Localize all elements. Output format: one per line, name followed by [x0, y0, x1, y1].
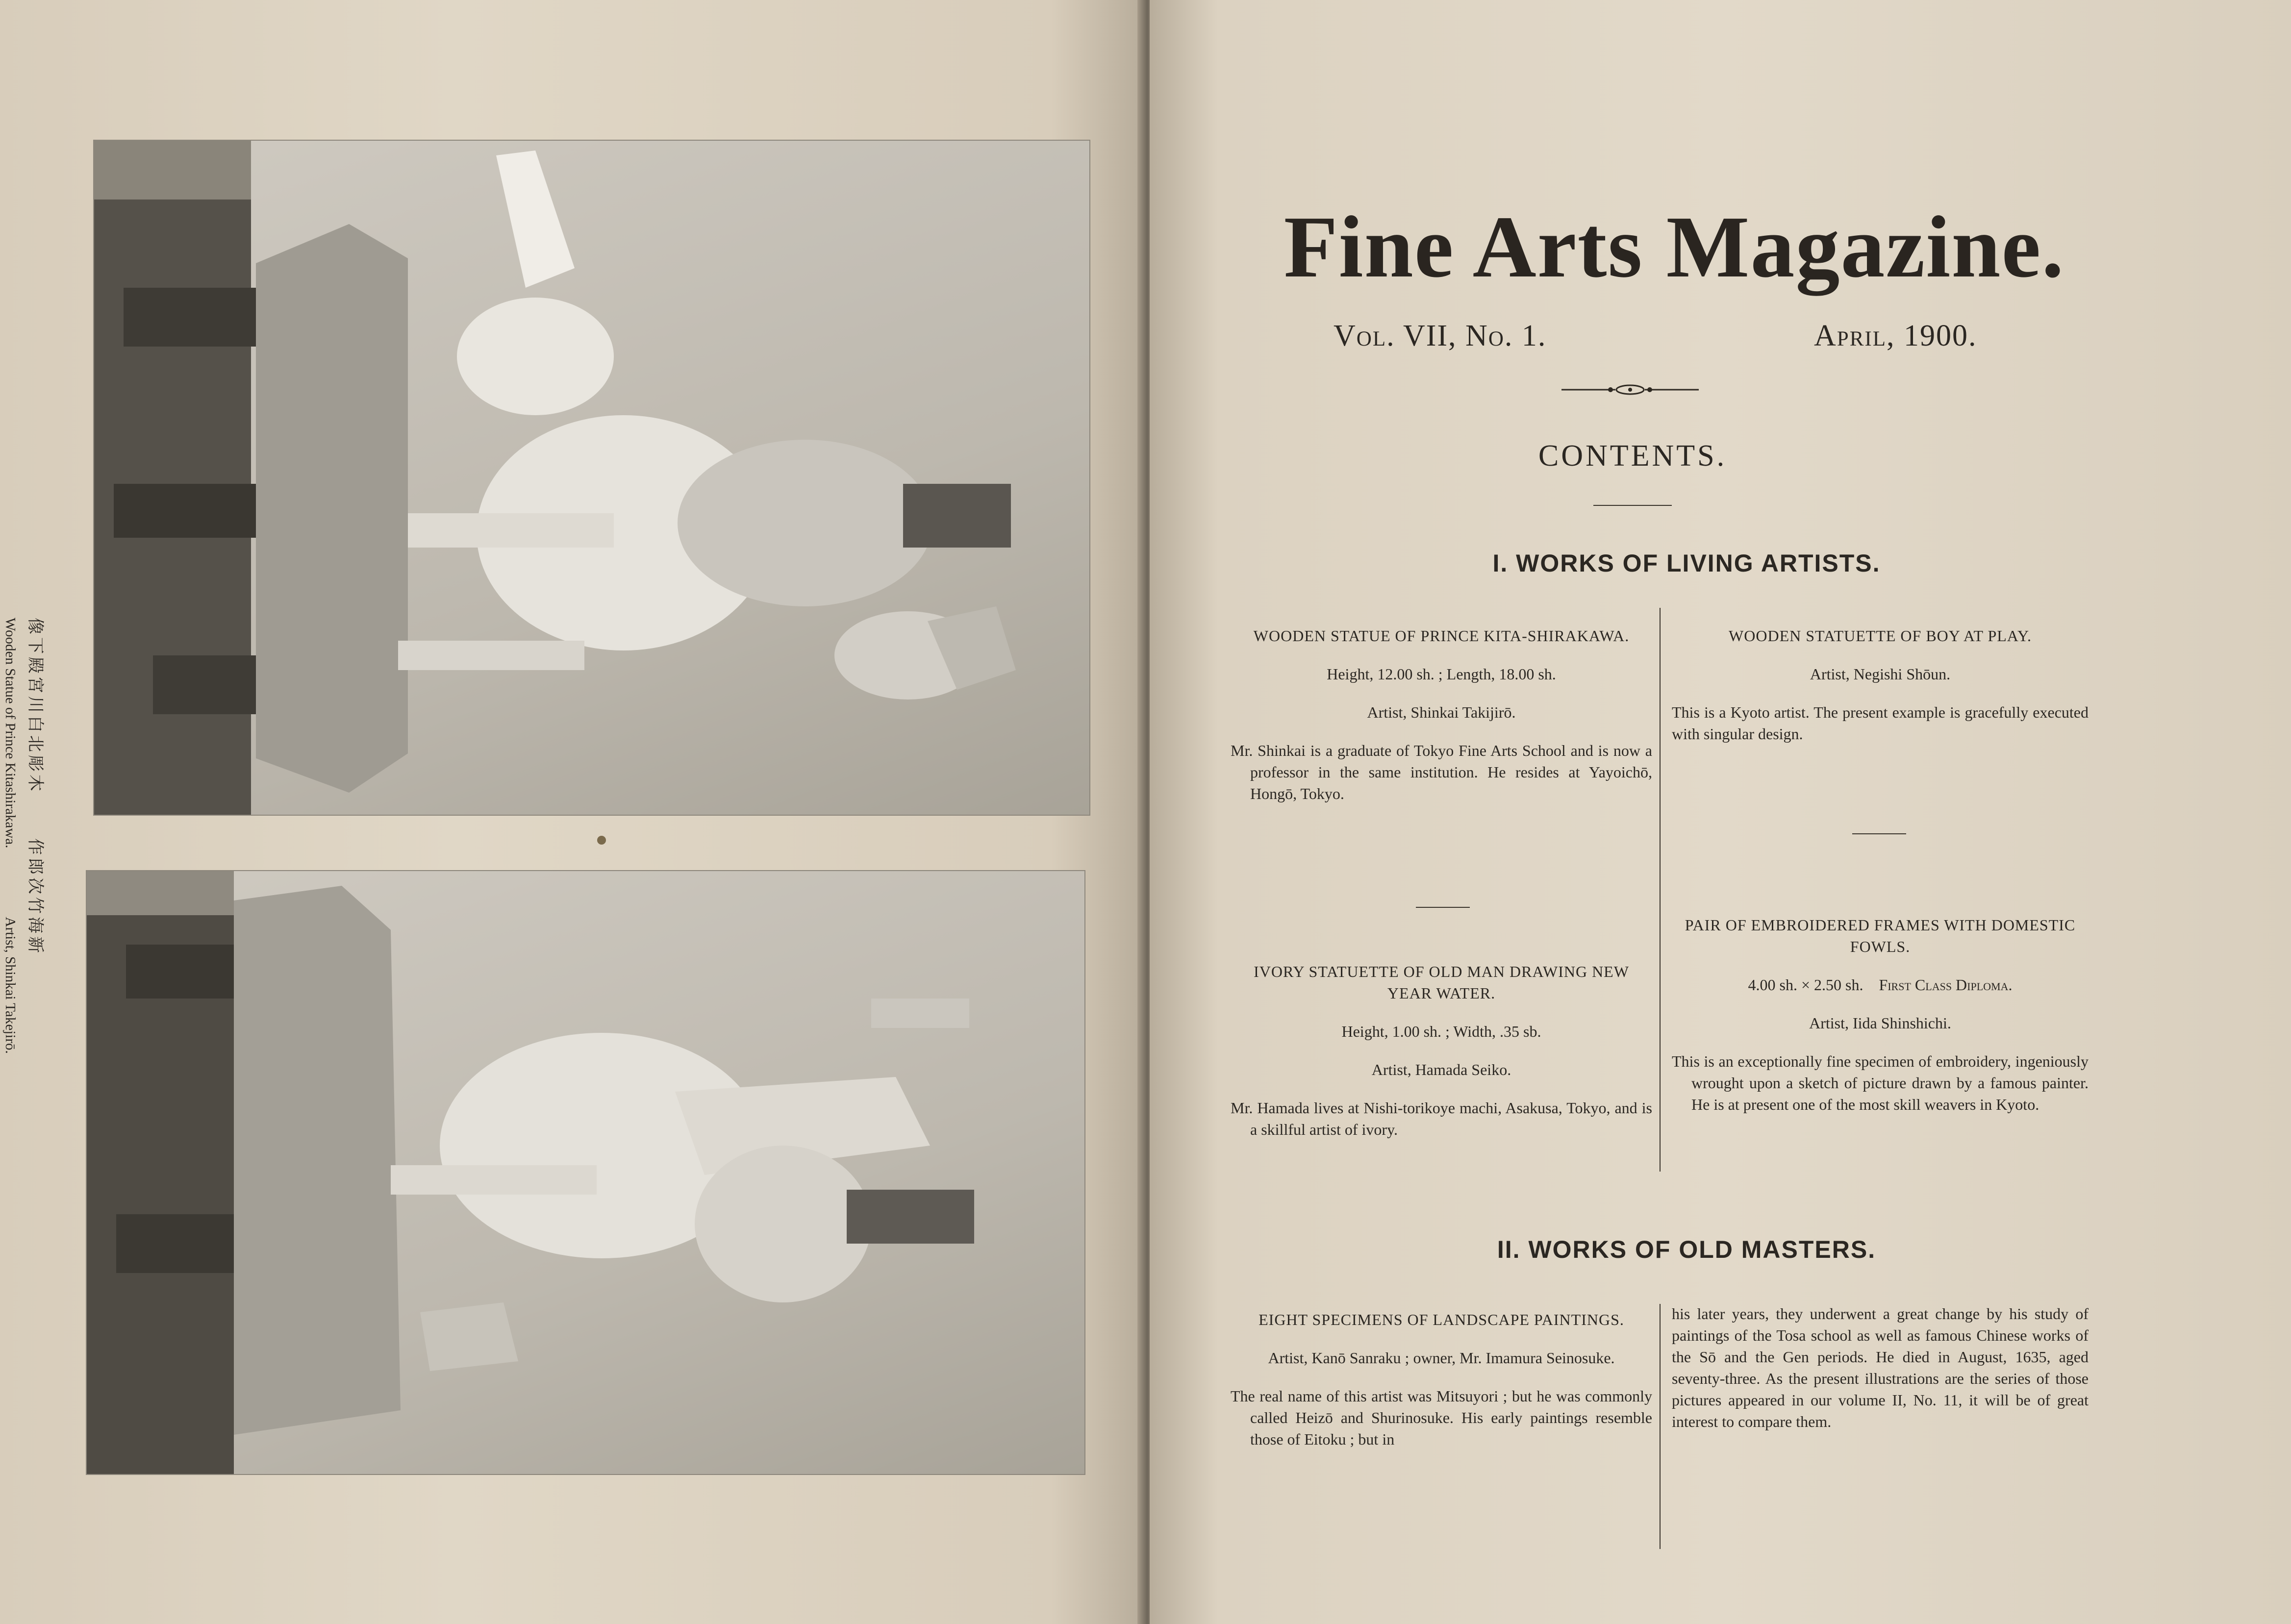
divider	[1593, 505, 1672, 506]
entry-landscape-paintings-continued	[1672, 1303, 2089, 1432]
entry-landscape-paintings	[1231, 1309, 1652, 1450]
statue-photo-graphic	[94, 141, 1089, 815]
section-heading-old-masters: II. WORKS OF OLD MASTERS.	[1497, 1236, 1876, 1263]
entry-artist: Artist, Negishi Shōun.	[1810, 665, 1951, 683]
entry-title: PAIR OF EMBROIDERED FRAMES WITH DOMESTIC FOWLS.	[1685, 916, 2076, 955]
section-heading-living-artists: I. WORKS OF LIVING ARTISTS.	[1492, 550, 1881, 577]
entry-wooden-statue-prince	[1231, 625, 1652, 804]
plate-caption	[2, 618, 69, 1108]
column-divider	[1660, 608, 1661, 1172]
magazine-masthead: Fine Arts Magazine.	[1284, 198, 2065, 296]
photo-equestrian-statue-side	[86, 870, 1085, 1475]
ornamental-rule	[1561, 382, 1699, 397]
statue-photo-graphic	[87, 871, 1084, 1474]
entry-title: WOODEN STATUETTE OF BOY AT PLAY.	[1729, 627, 2032, 645]
entry-artist: Artist, Iida Shinshichi.	[1809, 1014, 1951, 1032]
contents-heading: CONTENTS.	[1538, 439, 1727, 473]
entry-title: WOODEN STATUE OF PRINCE KITA-SHIRAKAWA.	[1253, 627, 1630, 645]
divider	[1852, 833, 1906, 834]
entry-description-continued: his later years, they underwent a great change by his study of paintings of the Tosa school as well as famous Chinese works of the Sō and the Gen periods. He died in August, 1635, aged seventy-three. As the present illustrations are the series of those pictures appeared in our volume II, No. 11, it will be of great interest to compare them.	[1672, 1305, 2089, 1430]
entry-dimensions: Height, 1.00 sh. ; Width, .35 sb.	[1341, 1023, 1541, 1040]
entry-description: Mr. Hamada lives at Nishi-torikoye machi, Asakusa, Tokyo, and is a skillful artist of ivory.	[1231, 1099, 1652, 1138]
japanese-caption: 像下殿宮川白北彫木作郎次竹海新	[25, 618, 45, 956]
binding-hole	[597, 836, 606, 845]
entry-description: The real name of this artist was Mitsuyori ; but he was commonly called Heizō and Shurinosuke. His early paintings resemble those of Eitoku ; but in	[1231, 1387, 1652, 1448]
entry-dimensions: 4.00 sh. × 2.50 sh. First Class Diploma.	[1748, 976, 2013, 994]
entry-dimensions: Height, 12.00 sh. ; Length, 18.00 sh.	[1327, 665, 1556, 683]
divider	[1416, 907, 1470, 908]
entry-title: IVORY STATUETTE OF OLD MAN DRAWING NEW YEAR WATER.	[1254, 963, 1629, 1002]
english-caption: Wooden Statue of Prince Kitashirakawa.Artist, Shinkai Takejirō.	[2, 618, 18, 1054]
photo-equestrian-statue-front	[93, 140, 1090, 816]
column-divider	[1660, 1304, 1661, 1549]
volume-number: Vol. VII, No. 1.	[1334, 319, 1547, 352]
entry-artist: Artist, Hamada Seiko.	[1371, 1061, 1511, 1078]
issue-date: April, 1900.	[1814, 319, 1977, 352]
entry-ivory-statuette	[1231, 961, 1652, 1140]
award-label: First Class Diploma.	[1879, 976, 2013, 994]
entry-description: Mr. Shinkai is a graduate of Tokyo Fine Arts School and is now a professor in the same institution. He resides at Yayoichō, Hongō, Tokyo.	[1231, 742, 1652, 802]
entry-description: This is an exceptionally fine specimen of embroidery, ingeniously wrought upon a sketch of picture drawn by a famous painter. He is at present one of the most skill weavers in Kyoto.	[1672, 1052, 2089, 1113]
entry-artist: Artist, Shinkai Takijirō.	[1367, 703, 1516, 721]
entry-description: This is a Kyoto artist. The present example is gracefully executed with singular design.	[1672, 703, 2089, 743]
entry-title: EIGHT SPECIMENS OF LANDSCAPE PAINTINGS.	[1259, 1311, 1624, 1328]
entry-embroidered-frames	[1672, 914, 2089, 1115]
entry-boy-at-play	[1672, 625, 2089, 745]
entry-artist: Artist, Kanō Sanraku ; owner, Mr. Imamura Seinosuke.	[1268, 1349, 1615, 1367]
